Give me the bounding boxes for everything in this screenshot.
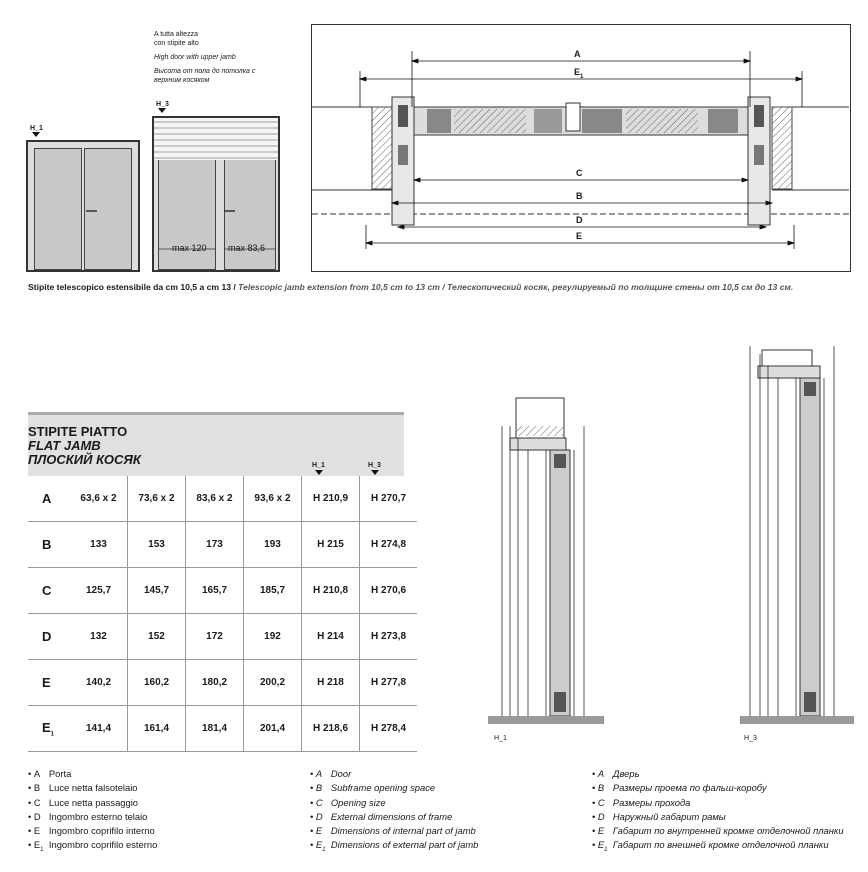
legend-key — [316, 767, 331, 781]
legend-key-letter: A — [315, 768, 323, 779]
table-cell: H 278,4 — [360, 706, 418, 752]
table-cell: 193 — [244, 522, 302, 568]
legend-key — [34, 767, 49, 781]
table-row — [28, 614, 417, 660]
plan-section-frame — [311, 24, 851, 272]
legend-text: Габарит по внешней кромке отделочной планки — [612, 839, 829, 851]
section-h1-drawing — [488, 396, 608, 726]
table-cell: H 273,8 — [360, 614, 418, 660]
table-cell: 145,7 — [128, 568, 186, 614]
table-h1-label: H_1 — [312, 462, 325, 469]
max-width-right: max 83,6 — [228, 243, 266, 253]
legend-key-letter: B — [315, 782, 323, 794]
table-cell: 93,6 x 2 — [244, 476, 302, 522]
legend-key-letter: E — [33, 825, 41, 837]
table-cell: 160,2 — [128, 660, 186, 706]
legend-key — [316, 838, 331, 857]
row-key — [28, 706, 70, 752]
bullet-icon: • — [310, 825, 316, 837]
table-title-ru: ПЛОСКИЙ КОСЯК — [28, 452, 141, 467]
table-cell: H 270,7 — [360, 476, 418, 522]
legend-en — [310, 767, 478, 858]
height-note — [154, 30, 255, 85]
legend-key — [34, 824, 49, 838]
legend-item — [592, 796, 844, 810]
table-cell: 152 — [128, 614, 186, 660]
legend-key-sub: 1 — [322, 847, 326, 854]
upper-jamb-glass — [154, 118, 278, 160]
bullet-icon: • — [28, 839, 34, 851]
height-note-ru-2: верхним косяком — [154, 77, 210, 84]
legend-key — [316, 781, 331, 795]
table-cell: H 270,6 — [360, 568, 418, 614]
table-row — [28, 476, 417, 522]
legend-text: Ingombro coprifilo interno — [48, 825, 155, 837]
legend-text: Габарит по внутренней кромке отделочной планки — [612, 825, 844, 837]
legend-item — [310, 796, 478, 810]
bullet-icon: • — [28, 825, 34, 837]
legend-text: Dimensions of internal part of jamb — [330, 825, 476, 837]
legend-item — [592, 810, 844, 824]
bullet-icon: • — [28, 768, 34, 779]
section-h3-drawing — [738, 342, 858, 726]
legend-key-letter: C — [597, 796, 605, 808]
legend-text: Ingombro coprifilo esterno — [48, 839, 158, 851]
section-h1-label: H_1 — [494, 735, 507, 742]
door-h1-marker-icon — [30, 132, 44, 138]
table-cell: 140,2 — [70, 660, 128, 706]
door-h1-label: H_1 — [30, 125, 43, 132]
legend-item — [28, 824, 157, 838]
legend-item — [28, 767, 157, 781]
legend-key — [34, 810, 49, 824]
plan-dim-a: A — [574, 49, 581, 59]
table-cell: H 210,8 — [302, 568, 360, 614]
legend-text: Размеры проема по фальш-коробу — [612, 782, 767, 794]
door-h1-elevation — [26, 140, 140, 272]
legend-text: Наружный габарит рамы — [612, 810, 726, 822]
legend-key-letter: E — [33, 839, 41, 851]
table-cell: 181,4 — [186, 706, 244, 752]
table-title-it: STIPITE PIATTO — [28, 424, 128, 439]
legend-item — [28, 810, 157, 824]
legend-ru — [592, 767, 844, 858]
legend-key-letter: C — [33, 796, 41, 808]
legend-item — [592, 838, 844, 857]
row-key — [28, 614, 70, 660]
table-h3-label: H_3 — [368, 462, 381, 469]
door-h3-label: H_3 — [156, 101, 169, 108]
legend-item — [28, 781, 157, 795]
table-cell: 153 — [128, 522, 186, 568]
table-cell: H 218,6 — [302, 706, 360, 752]
row-key — [28, 660, 70, 706]
legend-item — [310, 824, 478, 838]
row-key-letter: A — [42, 491, 52, 506]
legend-key — [598, 796, 613, 810]
jamb-caption-sep: / — [231, 282, 239, 292]
row-key-letter: D — [42, 629, 52, 644]
legend-text: Дверь — [612, 768, 640, 779]
row-key-letter: C — [42, 583, 52, 598]
table-header — [28, 412, 404, 476]
bullet-icon: • — [592, 768, 598, 779]
table-cell: 172 — [186, 614, 244, 660]
table-cell: 180,2 — [186, 660, 244, 706]
table-cell: H 210,9 — [302, 476, 360, 522]
legend-text: Dimensions of external part of jamb — [330, 839, 479, 851]
plan-dim-b: B — [576, 191, 583, 201]
legend-key-letter: A — [597, 768, 605, 779]
table-cell: 200,2 — [244, 660, 302, 706]
bullet-icon: • — [592, 796, 598, 808]
legend-key-sub: 1 — [40, 847, 44, 854]
table-cell: 161,4 — [128, 706, 186, 752]
legend-item — [310, 838, 478, 857]
section-h3-label: H_3 — [744, 735, 757, 742]
table-cell: H 277,8 — [360, 660, 418, 706]
table-cell: H 215 — [302, 522, 360, 568]
legend-item — [310, 781, 478, 795]
legend-key-letter: E — [597, 825, 605, 837]
bullet-icon: • — [310, 782, 316, 794]
legend-item — [28, 838, 157, 857]
bullet-icon: • — [28, 782, 34, 794]
table-cell: H 214 — [302, 614, 360, 660]
table-row — [28, 660, 417, 706]
row-key-letter: E — [42, 719, 51, 735]
table-cell: H 218 — [302, 660, 360, 706]
legend-key-letter: D — [33, 810, 41, 822]
legend-key — [598, 838, 613, 857]
legend-text: Luce netta falsotelaio — [48, 782, 138, 794]
table-cell: 83,6 x 2 — [186, 476, 244, 522]
row-key — [28, 476, 70, 522]
table-cell: H 274,8 — [360, 522, 418, 568]
height-note-en: High door with upper jamb — [154, 54, 236, 61]
legend-item — [592, 767, 844, 781]
height-note-it-1: A tutta altezza — [154, 31, 198, 38]
table-cell: 165,7 — [186, 568, 244, 614]
legend-text: Door — [330, 768, 352, 779]
bullet-icon: • — [310, 768, 316, 779]
legend-key-letter: E — [315, 839, 323, 851]
bullet-icon: • — [592, 810, 598, 822]
door-h3-marker-icon — [156, 108, 170, 114]
bullet-icon: • — [310, 839, 316, 851]
legend-key — [316, 796, 331, 810]
legend-text: Luce netta passaggio — [48, 796, 139, 808]
legend-key — [598, 781, 613, 795]
legend-key — [316, 824, 331, 838]
legend-text: Opening size — [330, 796, 386, 808]
bullet-icon: • — [28, 796, 34, 808]
legend-it — [28, 767, 157, 858]
table-cell: 185,7 — [244, 568, 302, 614]
row-key — [28, 568, 70, 614]
max-width-left: max 120 — [172, 243, 207, 253]
jamb-caption — [28, 282, 793, 292]
bullet-icon: • — [592, 782, 598, 794]
legend-text: Размеры прохода — [612, 796, 691, 808]
legend-key-letter: E — [597, 839, 605, 851]
legend-key — [34, 838, 49, 857]
table-cell: 132 — [70, 614, 128, 660]
legend-key — [598, 767, 613, 781]
plan-dim-e1-letter: E — [574, 67, 581, 77]
table-cell: 125,7 — [70, 568, 128, 614]
legend-key — [316, 810, 331, 824]
table-cell: 201,4 — [244, 706, 302, 752]
legend-text: External dimensions of frame — [330, 810, 453, 822]
table-row — [28, 522, 417, 568]
door-h1-left-leaf — [34, 148, 82, 270]
legend-item — [592, 781, 844, 795]
legend-item — [592, 824, 844, 838]
legend-item — [310, 767, 478, 781]
table-cell: 73,6 x 2 — [128, 476, 186, 522]
table-cell: 63,6 x 2 — [70, 476, 128, 522]
legend-key-letter: D — [597, 810, 605, 822]
table-cell: 141,4 — [70, 706, 128, 752]
plan-dim-e: E — [576, 231, 583, 241]
plan-dim-e1 — [574, 67, 583, 80]
door-handle-icon — [222, 208, 238, 214]
row-key-letter: B — [42, 537, 52, 552]
table-row — [28, 568, 417, 614]
bullet-icon: • — [310, 810, 316, 822]
bullet-icon: • — [28, 810, 34, 822]
row-key-sub: 1 — [50, 731, 55, 738]
legend-key — [598, 810, 613, 824]
legend-item — [28, 796, 157, 810]
bullet-icon: • — [592, 825, 598, 837]
legend-key — [34, 781, 49, 795]
legend-key-letter: C — [315, 796, 323, 808]
plan-dim-d: D — [576, 215, 583, 225]
door-handle-icon — [84, 208, 100, 214]
table-title-en: FLAT JAMB — [28, 438, 101, 453]
legend-key — [598, 824, 613, 838]
plan-dim-e1-sub: 1 — [580, 73, 584, 80]
legend-text: Ingombro esterno telaio — [48, 810, 148, 822]
table-row — [28, 706, 417, 752]
row-key — [28, 522, 70, 568]
legend-item — [310, 810, 478, 824]
bullet-icon: • — [592, 839, 598, 851]
height-note-it-2: con stipite alto — [154, 40, 199, 47]
legend-key-letter: A — [33, 768, 41, 779]
height-note-ru-1: Высота от пола до потолка с — [154, 68, 256, 75]
table-cell: 173 — [186, 522, 244, 568]
table-cell: 133 — [70, 522, 128, 568]
bullet-icon: • — [310, 796, 316, 808]
jamb-caption-rest: Telescopic jamb extension from 10,5 cm to 13 cm / Телескопический косяк, регулируемый по толщине стены от 10,5 см до 13 см. — [238, 282, 794, 292]
table-cell: 192 — [244, 614, 302, 660]
jamb-caption-it: Stipite telescopico estensibile da cm 10,5 a cm 13 — [28, 282, 231, 292]
legend-key-sub: 1 — [604, 847, 608, 854]
legend-key-letter: E — [315, 825, 323, 837]
legend-key-letter: B — [33, 782, 41, 794]
legend-key — [34, 796, 49, 810]
legend-key-letter: B — [597, 782, 605, 794]
row-key-letter: E — [42, 675, 51, 690]
legend-key-letter: D — [315, 810, 323, 822]
plan-dim-c: C — [576, 168, 583, 178]
door-h3-elevation — [152, 116, 280, 272]
dimension-table — [28, 476, 417, 752]
legend-text: Subframe opening space — [330, 782, 436, 794]
legend-text: Porta — [48, 768, 72, 779]
